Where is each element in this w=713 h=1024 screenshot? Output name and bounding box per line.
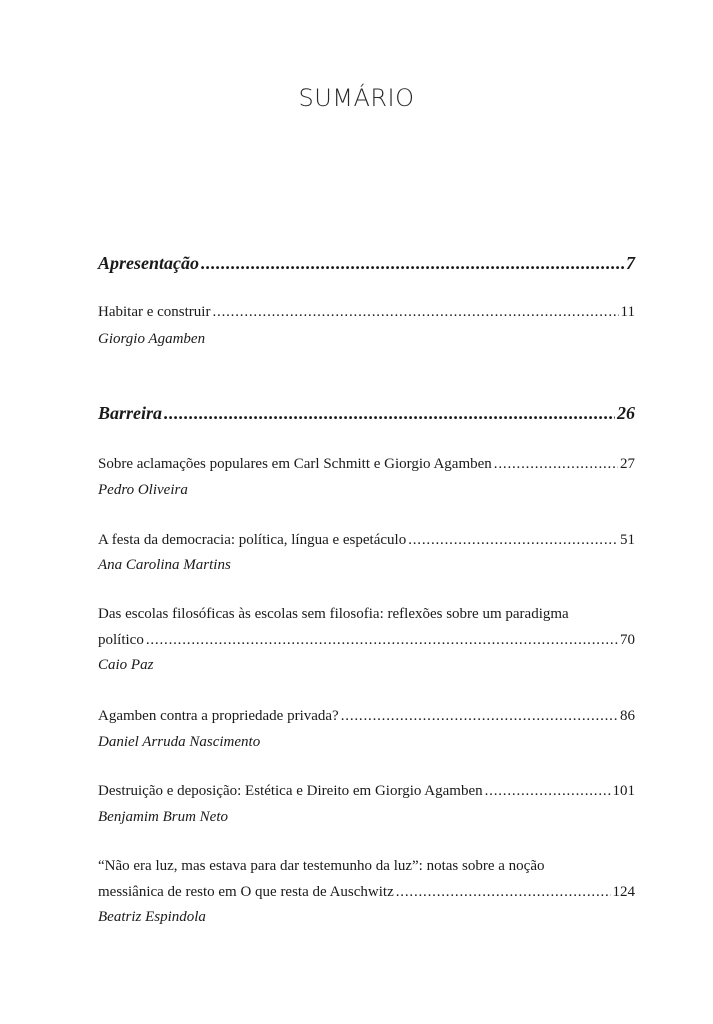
dot-leader xyxy=(146,632,618,649)
entry-title-line1[interactable]: “Não era luz, mas estava para dar testemunho da luz”: notas sobre a noção xyxy=(98,858,545,874)
entry-author: Benjamim Brum Neto xyxy=(98,809,228,825)
entry-title: A festa da democracia: política, língua e espetáculo xyxy=(98,532,407,548)
toc-entry[interactable] xyxy=(98,532,635,549)
entry-title: messiânica de resto em O que resta de Auschwitz xyxy=(98,884,394,900)
toc-entry[interactable] xyxy=(98,632,635,649)
toc-entry[interactable] xyxy=(98,783,635,800)
section-label: Barreira xyxy=(98,403,163,423)
entry-page-number: 101 xyxy=(612,783,635,799)
entry-author: Caio Paz xyxy=(98,657,154,673)
entry-author: Ana Carolina Martins xyxy=(98,557,231,573)
entry-author: Giorgio Agamben xyxy=(98,331,206,347)
toc-section-apresentacao[interactable] xyxy=(98,253,635,274)
section-page-number: 26 xyxy=(617,403,635,423)
entry-title: Agamben contra a propriedade privada? xyxy=(98,708,339,724)
entry-author: Daniel Arruda Nascimento xyxy=(98,734,261,750)
entry-title: Sobre aclamações populares em Carl Schmitt e Giorgio Agamben xyxy=(98,456,492,472)
section-page-number: 7 xyxy=(626,253,635,273)
dot-leader xyxy=(164,403,615,424)
toc-entry[interactable] xyxy=(98,304,635,321)
entry-author: Beatriz Espindola xyxy=(98,909,206,925)
page-title: SUMÁRIO xyxy=(298,84,415,112)
entry-page-number: 51 xyxy=(620,532,635,548)
entry-page-number: 27 xyxy=(620,456,635,472)
toc-entry[interactable] xyxy=(98,708,635,725)
entry-author: Pedro Oliveira xyxy=(98,482,188,498)
toc-entry[interactable] xyxy=(98,884,635,901)
entry-title-line1[interactable]: Das escolas filosóficas às escolas sem filosofia: reflexões sobre um paradigma xyxy=(98,606,569,622)
toc-entry[interactable] xyxy=(98,456,635,473)
entry-page-number: 70 xyxy=(620,632,635,648)
dot-leader xyxy=(341,708,618,725)
dot-leader xyxy=(201,253,624,274)
dot-leader xyxy=(494,456,618,473)
entry-title: Habitar e construir xyxy=(98,304,211,320)
entry-page-number: 11 xyxy=(620,304,635,320)
entry-page-number: 124 xyxy=(612,884,635,900)
entry-title: político xyxy=(98,632,144,648)
entry-page-number: 86 xyxy=(620,708,635,724)
dot-leader xyxy=(396,884,611,901)
dot-leader xyxy=(485,783,611,800)
dot-leader xyxy=(408,532,618,549)
section-label: Apresentação xyxy=(98,253,199,273)
toc-section-barreira[interactable] xyxy=(98,403,635,424)
dot-leader xyxy=(212,304,618,321)
entry-title: Destruição e deposição: Estética e Direito em Giorgio Agamben xyxy=(98,783,483,799)
